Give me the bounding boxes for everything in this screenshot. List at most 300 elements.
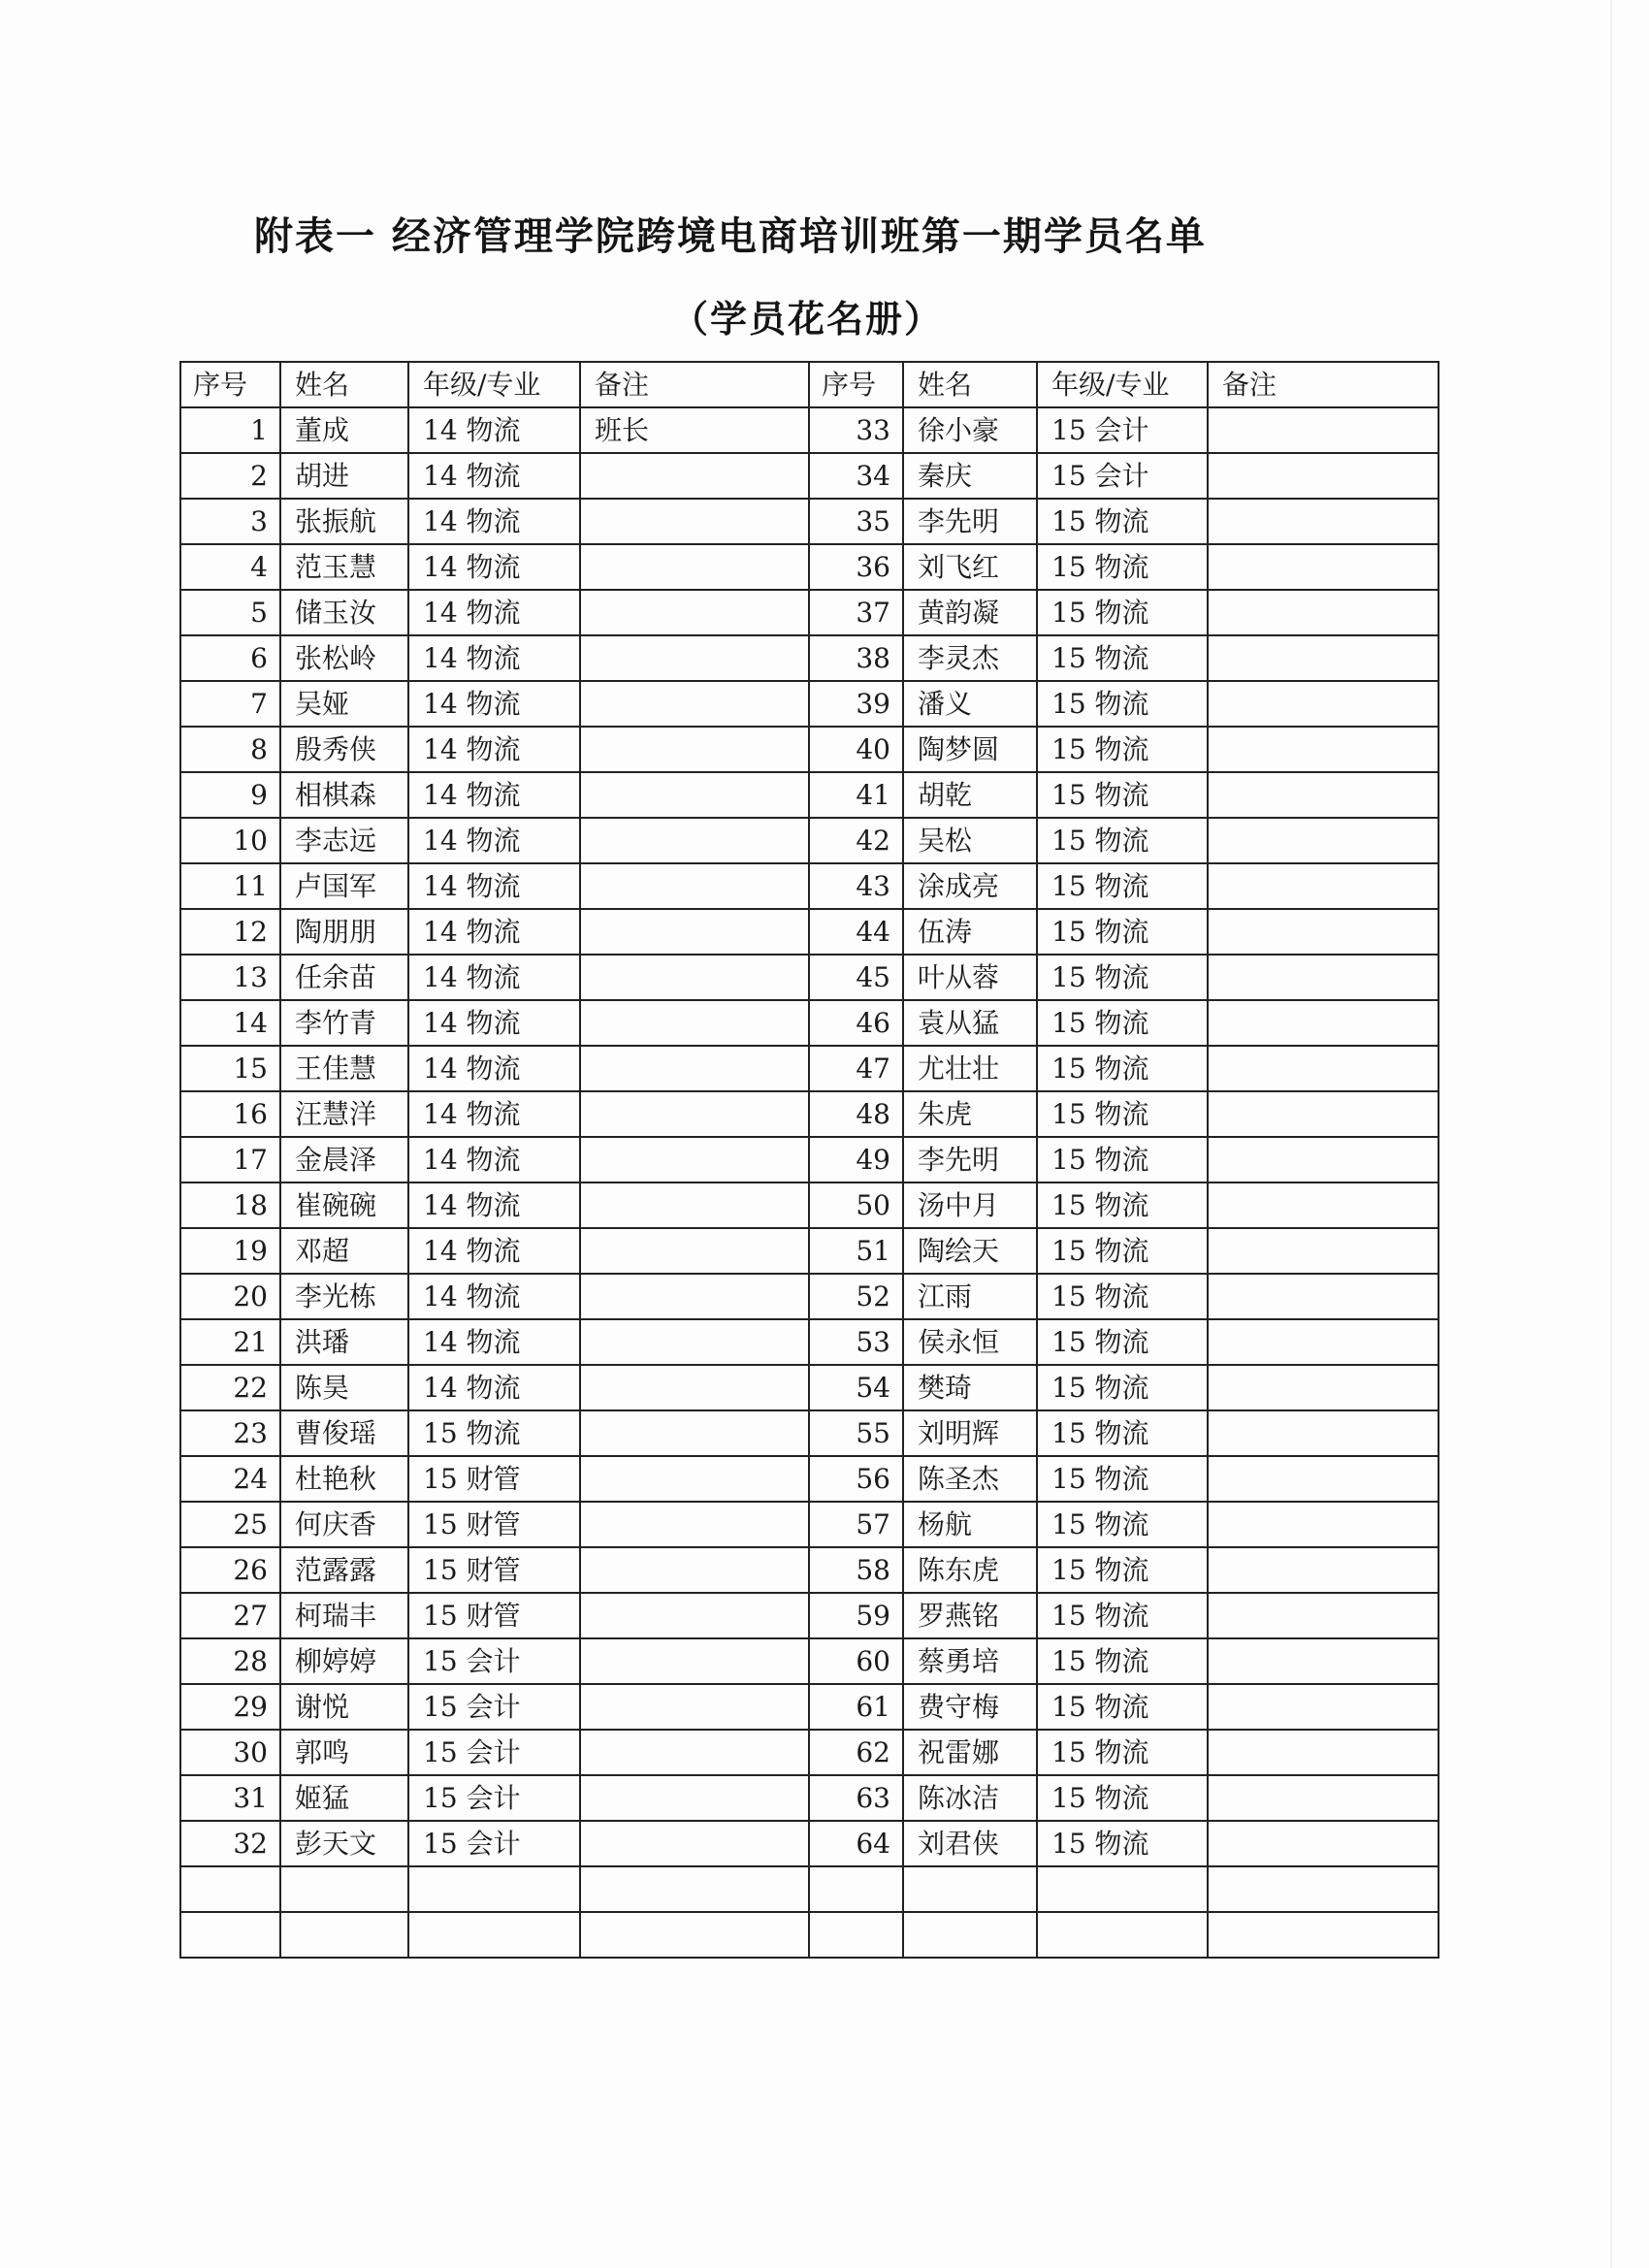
student-number: 33: [809, 407, 903, 453]
student-name: 崔碗碗: [280, 1183, 408, 1228]
student-name: 汪慧洋: [280, 1091, 408, 1137]
student-name: 伍涛: [903, 909, 1037, 955]
student-major: 15 物流: [1037, 909, 1208, 955]
student-note: [580, 1410, 809, 1456]
table-row: [180, 1319, 1439, 1365]
student-number: 16: [180, 1091, 280, 1137]
student-number: 55: [809, 1410, 903, 1456]
student-number: 17: [180, 1137, 280, 1183]
student-note: [580, 1730, 809, 1775]
empty-row: [180, 1866, 1439, 1912]
student-number: 48: [809, 1091, 903, 1137]
student-number: 22: [180, 1365, 280, 1410]
student-major: 15 物流: [1037, 1638, 1208, 1684]
student-name: 胡乾: [903, 772, 1037, 818]
student-major: 15 物流: [1037, 818, 1208, 863]
student-major: 15 物流: [1037, 499, 1208, 544]
student-number: 1: [180, 407, 280, 453]
student-number: 4: [180, 544, 280, 590]
student-major: 14 物流: [408, 909, 580, 955]
student-name: 尤壮壮: [903, 1046, 1037, 1091]
student-note: [580, 1456, 809, 1502]
header-major-right: 年级/专业: [1037, 362, 1208, 407]
student-number: 54: [809, 1365, 903, 1410]
student-name: 胡进: [280, 453, 408, 499]
student-note: [580, 635, 809, 681]
student-number: 29: [180, 1684, 280, 1730]
student-name: 汤中月: [903, 1183, 1037, 1228]
student-note: [1208, 1638, 1439, 1684]
student-number: 39: [809, 681, 903, 727]
student-major: 14 物流: [408, 1137, 580, 1183]
student-major: 15 物流: [1037, 1183, 1208, 1228]
student-name: 陈昊: [280, 1365, 408, 1410]
student-roster-table: [179, 361, 1439, 1959]
student-major: 14 物流: [408, 1274, 580, 1319]
student-major: 14 物流: [408, 772, 580, 818]
student-name: 王佳慧: [280, 1046, 408, 1091]
student-note: [580, 863, 809, 909]
header-name-right: 姓名: [903, 362, 1037, 407]
student-name: 李竹青: [280, 1000, 408, 1046]
student-name: 相棋森: [280, 772, 408, 818]
student-note: [580, 499, 809, 544]
student-major: 14 物流: [408, 1046, 580, 1091]
student-number: 30: [180, 1730, 280, 1775]
student-number: 45: [809, 955, 903, 1000]
student-major: 15 物流: [1037, 681, 1208, 727]
student-note: [580, 818, 809, 863]
table-row: [180, 1502, 1439, 1547]
student-number: 56: [809, 1456, 903, 1502]
student-note: [580, 1319, 809, 1365]
student-number: 3: [180, 499, 280, 544]
student-number: 28: [180, 1638, 280, 1684]
student-name: 张振航: [280, 499, 408, 544]
table-row: [180, 1730, 1439, 1775]
student-name: 郭鸣: [280, 1730, 408, 1775]
student-name: 李先明: [903, 499, 1037, 544]
student-name: 柯瑞丰: [280, 1593, 408, 1638]
student-note: [1208, 1183, 1439, 1228]
student-number: 64: [809, 1821, 903, 1866]
student-note: [1208, 1410, 1439, 1456]
table-row: [180, 1821, 1439, 1866]
student-note: [580, 453, 809, 499]
student-number: 24: [180, 1456, 280, 1502]
student-major: 14 物流: [408, 863, 580, 909]
student-note: [1208, 1046, 1439, 1091]
student-major: 14 物流: [408, 499, 580, 544]
student-name: 樊琦: [903, 1365, 1037, 1410]
student-major: 15 会计: [408, 1821, 580, 1866]
student-number: 12: [180, 909, 280, 955]
student-name: 黄韵凝: [903, 590, 1037, 635]
student-number: 31: [180, 1775, 280, 1821]
table-row: [180, 499, 1439, 544]
student-note: [580, 1638, 809, 1684]
table-row: [180, 818, 1439, 863]
student-major: 15 物流: [1037, 1502, 1208, 1547]
student-number: 36: [809, 544, 903, 590]
document-title: 附表一 经济管理学院跨境电商培训班第一期学员名单: [254, 214, 1207, 259]
student-note: [580, 1183, 809, 1228]
student-major: 15 物流: [1037, 727, 1208, 772]
student-note: [1208, 499, 1439, 544]
student-name: 谢悦: [280, 1684, 408, 1730]
student-number: 43: [809, 863, 903, 909]
student-note: [580, 1775, 809, 1821]
student-number: 8: [180, 727, 280, 772]
student-number: 26: [180, 1547, 280, 1593]
student-name: 费守梅: [903, 1684, 1037, 1730]
student-number: 62: [809, 1730, 903, 1775]
table-row: [180, 635, 1439, 681]
empty-cell: [408, 1912, 580, 1958]
student-note: [1208, 818, 1439, 863]
student-name: 侯永恒: [903, 1319, 1037, 1365]
student-major: 15 会计: [1037, 407, 1208, 453]
student-major: 14 物流: [408, 1319, 580, 1365]
student-number: 59: [809, 1593, 903, 1638]
student-number: 13: [180, 955, 280, 1000]
student-number: 52: [809, 1274, 903, 1319]
empty-cell: [580, 1866, 809, 1912]
student-note: [1208, 1274, 1439, 1319]
scan-edge: [1610, 0, 1612, 2268]
student-number: 44: [809, 909, 903, 955]
student-number: 2: [180, 453, 280, 499]
student-number: 63: [809, 1775, 903, 1821]
student-major: 15 物流: [1037, 1365, 1208, 1410]
student-name: 何庆香: [280, 1502, 408, 1547]
student-number: 10: [180, 818, 280, 863]
student-name: 陶梦圆: [903, 727, 1037, 772]
student-note: [1208, 453, 1439, 499]
table-row: [180, 1593, 1439, 1638]
student-major: 15 物流: [1037, 635, 1208, 681]
student-major: 15 财管: [408, 1593, 580, 1638]
student-name: 吴娅: [280, 681, 408, 727]
student-major: 14 物流: [408, 727, 580, 772]
student-major: 15 物流: [1037, 590, 1208, 635]
student-name: 袁从猛: [903, 1000, 1037, 1046]
student-name: 洪璠: [280, 1319, 408, 1365]
student-number: 57: [809, 1502, 903, 1547]
table-row: [180, 590, 1439, 635]
student-note: 班长: [580, 407, 809, 453]
student-name: 祝雷娜: [903, 1730, 1037, 1775]
student-major: 14 物流: [408, 1000, 580, 1046]
student-number: 40: [809, 727, 903, 772]
student-note: [1208, 1456, 1439, 1502]
student-name: 陶绘天: [903, 1228, 1037, 1274]
table-row: [180, 1046, 1439, 1091]
student-major: 15 物流: [1037, 1684, 1208, 1730]
student-major: 14 物流: [408, 1183, 580, 1228]
student-number: 19: [180, 1228, 280, 1274]
header-row: [180, 362, 1439, 407]
student-major: 15 会计: [408, 1684, 580, 1730]
student-note: [580, 1046, 809, 1091]
header-note-left: 备注: [580, 362, 809, 407]
student-major: 15 物流: [1037, 1456, 1208, 1502]
student-major: 14 物流: [408, 1365, 580, 1410]
student-major: 14 物流: [408, 453, 580, 499]
student-number: 15: [180, 1046, 280, 1091]
student-name: 陈东虎: [903, 1547, 1037, 1593]
empty-cell: [180, 1912, 280, 1958]
student-note: [1208, 1091, 1439, 1137]
student-name: 陈圣杰: [903, 1456, 1037, 1502]
student-note: [580, 681, 809, 727]
empty-cell: [903, 1912, 1037, 1958]
empty-cell: [280, 1912, 408, 1958]
student-major: 15 物流: [1037, 772, 1208, 818]
table-row: [180, 453, 1439, 499]
student-note: [1208, 909, 1439, 955]
student-note: [1208, 1730, 1439, 1775]
student-note: [1208, 1547, 1439, 1593]
table-row: [180, 407, 1439, 453]
student-major: 15 物流: [408, 1410, 580, 1456]
table-row: [180, 1365, 1439, 1410]
student-name: 刘明辉: [903, 1410, 1037, 1456]
student-name: 蔡勇培: [903, 1638, 1037, 1684]
student-number: 11: [180, 863, 280, 909]
header-note-right: 备注: [1208, 362, 1439, 407]
student-major: 15 物流: [1037, 863, 1208, 909]
header-no-left: 序号: [180, 362, 280, 407]
empty-row: [180, 1912, 1439, 1958]
student-major: 15 会计: [1037, 453, 1208, 499]
student-name: 李灵杰: [903, 635, 1037, 681]
student-name: 陈冰洁: [903, 1775, 1037, 1821]
student-note: [580, 1365, 809, 1410]
student-name: 吴松: [903, 818, 1037, 863]
student-number: 38: [809, 635, 903, 681]
student-number: 53: [809, 1319, 903, 1365]
student-number: 14: [180, 1000, 280, 1046]
student-number: 5: [180, 590, 280, 635]
student-major: 15 物流: [1037, 1137, 1208, 1183]
student-major: 14 物流: [408, 407, 580, 453]
student-major: 14 物流: [408, 1091, 580, 1137]
student-number: 21: [180, 1319, 280, 1365]
table-row: [180, 1228, 1439, 1274]
student-name: 董成: [280, 407, 408, 453]
student-number: 51: [809, 1228, 903, 1274]
student-major: 14 物流: [408, 818, 580, 863]
student-note: [580, 1547, 809, 1593]
student-major: 15 物流: [1037, 1000, 1208, 1046]
student-name: 卢国军: [280, 863, 408, 909]
student-major: 14 物流: [408, 681, 580, 727]
student-number: 18: [180, 1183, 280, 1228]
table-row: [180, 681, 1439, 727]
student-number: 35: [809, 499, 903, 544]
student-note: [1208, 772, 1439, 818]
table-row: [180, 1183, 1439, 1228]
student-name: 江雨: [903, 1274, 1037, 1319]
header-major-left: 年级/专业: [408, 362, 580, 407]
student-name: 杜艳秋: [280, 1456, 408, 1502]
table-row: [180, 727, 1439, 772]
student-note: [1208, 1593, 1439, 1638]
student-major: 14 物流: [408, 635, 580, 681]
student-note: [580, 1684, 809, 1730]
student-number: 49: [809, 1137, 903, 1183]
table-row: [180, 1684, 1439, 1730]
student-name: 柳婷婷: [280, 1638, 408, 1684]
student-major: 15 会计: [408, 1730, 580, 1775]
empty-cell: [903, 1866, 1037, 1912]
table-row: [180, 1410, 1439, 1456]
student-name: 姬猛: [280, 1775, 408, 1821]
student-note: [580, 1137, 809, 1183]
empty-cell: [1037, 1912, 1208, 1958]
student-number: 58: [809, 1547, 903, 1593]
student-major: 14 物流: [408, 1228, 580, 1274]
student-note: [1208, 635, 1439, 681]
student-name: 徐小豪: [903, 407, 1037, 453]
student-name: 范露露: [280, 1547, 408, 1593]
empty-cell: [1208, 1866, 1439, 1912]
student-major: 15 物流: [1037, 1730, 1208, 1775]
empty-cell: [180, 1866, 280, 1912]
student-major: 15 物流: [1037, 955, 1208, 1000]
student-name: 殷秀侠: [280, 727, 408, 772]
student-note: [1208, 1821, 1439, 1866]
student-note: [580, 590, 809, 635]
student-note: [1208, 1684, 1439, 1730]
student-name: 曹俊瑶: [280, 1410, 408, 1456]
student-number: 60: [809, 1638, 903, 1684]
student-number: 9: [180, 772, 280, 818]
student-name: 李先明: [903, 1137, 1037, 1183]
student-major: 14 物流: [408, 955, 580, 1000]
student-major: 15 财管: [408, 1547, 580, 1593]
student-name: 秦庆: [903, 453, 1037, 499]
student-note: [580, 1000, 809, 1046]
header-no-right: 序号: [809, 362, 903, 407]
student-major: 15 物流: [1037, 1091, 1208, 1137]
student-note: [1208, 544, 1439, 590]
student-number: 42: [809, 818, 903, 863]
student-note: [1208, 727, 1439, 772]
table-row: [180, 1000, 1439, 1046]
table-row: [180, 1137, 1439, 1183]
table-row: [180, 1274, 1439, 1319]
student-number: 46: [809, 1000, 903, 1046]
student-name: 罗燕铭: [903, 1593, 1037, 1638]
student-note: [1208, 1775, 1439, 1821]
table-row: [180, 1775, 1439, 1821]
student-name: 涂成亮: [903, 863, 1037, 909]
student-number: 7: [180, 681, 280, 727]
table-row: [180, 1091, 1439, 1137]
student-note: [1208, 407, 1439, 453]
student-name: 李光栋: [280, 1274, 408, 1319]
student-note: [580, 544, 809, 590]
student-major: 15 会计: [408, 1775, 580, 1821]
table-row: [180, 863, 1439, 909]
student-name: 陶朋朋: [280, 909, 408, 955]
student-number: 20: [180, 1274, 280, 1319]
student-name: 彭天文: [280, 1821, 408, 1866]
empty-cell: [809, 1866, 903, 1912]
student-note: [580, 1821, 809, 1866]
student-note: [1208, 1000, 1439, 1046]
student-number: 6: [180, 635, 280, 681]
student-name: 杨航: [903, 1502, 1037, 1547]
student-major: 15 物流: [1037, 1410, 1208, 1456]
student-name: 范玉慧: [280, 544, 408, 590]
student-number: 37: [809, 590, 903, 635]
student-note: [580, 1274, 809, 1319]
student-note: [1208, 1319, 1439, 1365]
student-major: 15 物流: [1037, 1046, 1208, 1091]
student-number: 61: [809, 1684, 903, 1730]
student-number: 50: [809, 1183, 903, 1228]
student-note: [1208, 863, 1439, 909]
student-number: 32: [180, 1821, 280, 1866]
student-major: 15 物流: [1037, 1593, 1208, 1638]
student-major: 14 物流: [408, 590, 580, 635]
student-note: [1208, 1502, 1439, 1547]
document-subtitle: （学员花名册）: [671, 298, 944, 340]
table-row: [180, 909, 1439, 955]
student-note: [580, 1228, 809, 1274]
student-name: 张松岭: [280, 635, 408, 681]
student-note: [1208, 590, 1439, 635]
student-note: [580, 1593, 809, 1638]
student-number: 23: [180, 1410, 280, 1456]
student-name: 刘君侠: [903, 1821, 1037, 1866]
student-major: 15 物流: [1037, 1319, 1208, 1365]
student-major: 14 物流: [408, 544, 580, 590]
student-note: [1208, 1228, 1439, 1274]
student-major: 15 物流: [1037, 1228, 1208, 1274]
student-major: 15 物流: [1037, 544, 1208, 590]
student-name: 叶从蓉: [903, 955, 1037, 1000]
table-row: [180, 1547, 1439, 1593]
student-major: 15 物流: [1037, 1821, 1208, 1866]
student-major: 15 财管: [408, 1502, 580, 1547]
table-row: [180, 772, 1439, 818]
student-note: [580, 909, 809, 955]
student-name: 任余苗: [280, 955, 408, 1000]
student-note: [580, 1502, 809, 1547]
empty-cell: [809, 1912, 903, 1958]
student-number: 25: [180, 1502, 280, 1547]
student-name: 潘义: [903, 681, 1037, 727]
empty-cell: [1208, 1912, 1439, 1958]
student-name: 刘飞红: [903, 544, 1037, 590]
student-note: [580, 1091, 809, 1137]
student-major: 15 会计: [408, 1638, 580, 1684]
student-major: 15 财管: [408, 1456, 580, 1502]
student-number: 27: [180, 1593, 280, 1638]
student-note: [580, 772, 809, 818]
table-row: [180, 1456, 1439, 1502]
table-row: [180, 544, 1439, 590]
student-number: 34: [809, 453, 903, 499]
table-row: [180, 955, 1439, 1000]
empty-cell: [408, 1866, 580, 1912]
student-major: 15 物流: [1037, 1775, 1208, 1821]
empty-cell: [1037, 1866, 1208, 1912]
